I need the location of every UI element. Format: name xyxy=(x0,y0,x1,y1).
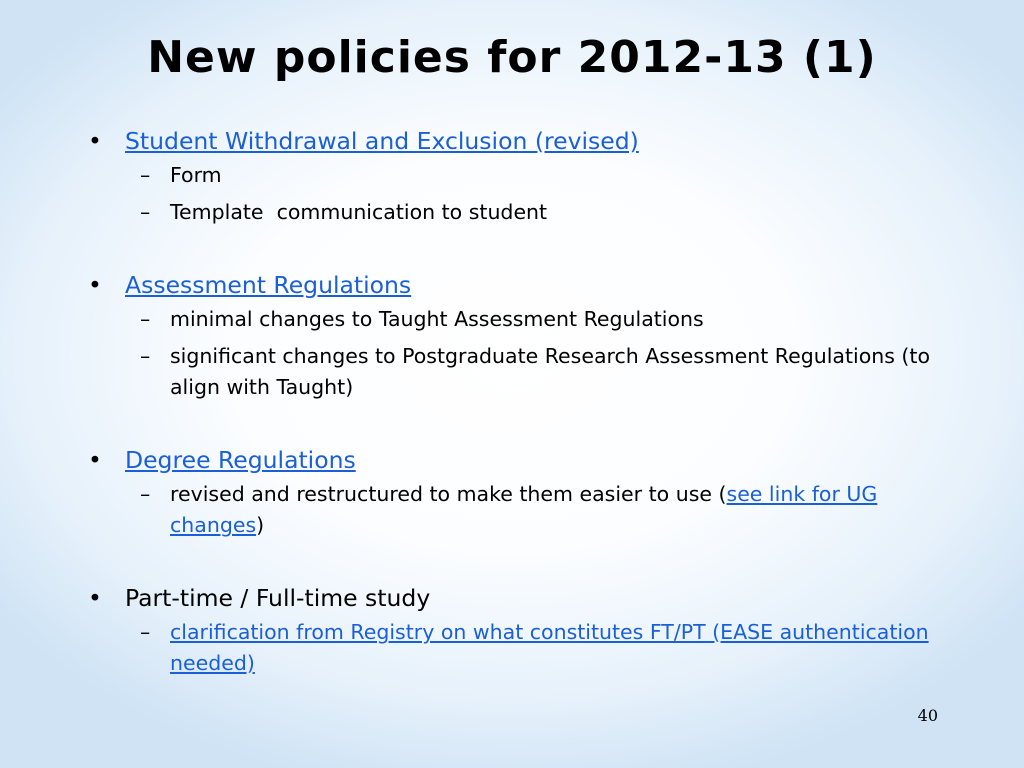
link-degree-regulations[interactable]: Degree Regulations xyxy=(125,446,356,474)
bullet-part-time-full-time xyxy=(88,581,938,615)
slide-content xyxy=(88,124,938,685)
sub-item-significant-changes xyxy=(88,341,938,403)
page-number: 40 xyxy=(917,706,938,725)
sub-item-close-paren: ) xyxy=(256,513,265,537)
dash-marker: – xyxy=(140,620,151,644)
sub-item-clarification xyxy=(88,617,938,679)
sub-item-label: minimal changes to Taught Assessment Regulations xyxy=(170,307,704,331)
sub-list-part-time-full-time xyxy=(88,617,938,679)
sub-list-student-withdrawal xyxy=(88,160,938,228)
sub-item-revised xyxy=(88,479,938,541)
sub-item-minimal-changes xyxy=(88,304,938,335)
sub-list-degree-regulations xyxy=(88,479,938,541)
sub-item-label: Template communication to student xyxy=(170,200,548,224)
sub-item-label: revised and restructured to make them easier to use ( xyxy=(170,482,727,506)
sub-item-template xyxy=(88,197,938,228)
link-assessment-regulations[interactable]: Assessment Regulations xyxy=(125,271,412,299)
link-ug-changes[interactable]: see link for UG changes xyxy=(170,482,878,537)
bullet-assessment-regulations xyxy=(88,268,938,302)
dash-marker: – xyxy=(140,482,151,506)
sub-list-assessment-regulations xyxy=(88,304,938,403)
sub-item-form xyxy=(88,160,938,191)
sub-item-label: Form xyxy=(170,163,222,187)
slide-title: New policies for 2012-13 (1) xyxy=(147,32,877,83)
link-student-withdrawal[interactable]: Student Withdrawal and Exclusion (revised) xyxy=(125,127,639,155)
bullet-student-withdrawal xyxy=(88,124,938,158)
dash-marker: – xyxy=(140,163,151,187)
bullet-degree-regulations xyxy=(88,443,938,477)
sub-item-label: significant changes to Postgraduate Research Assessment Regulations (to align with Taught) xyxy=(170,344,931,399)
dash-marker: – xyxy=(140,344,151,368)
dash-marker: – xyxy=(140,307,151,331)
link-registry-clarification[interactable]: clarification from Registry on what constitutes FT/PT (EASE authentication needed) xyxy=(170,620,929,675)
dash-marker: – xyxy=(140,200,151,224)
bullet-label: Part-time / Full-time study xyxy=(125,584,431,612)
